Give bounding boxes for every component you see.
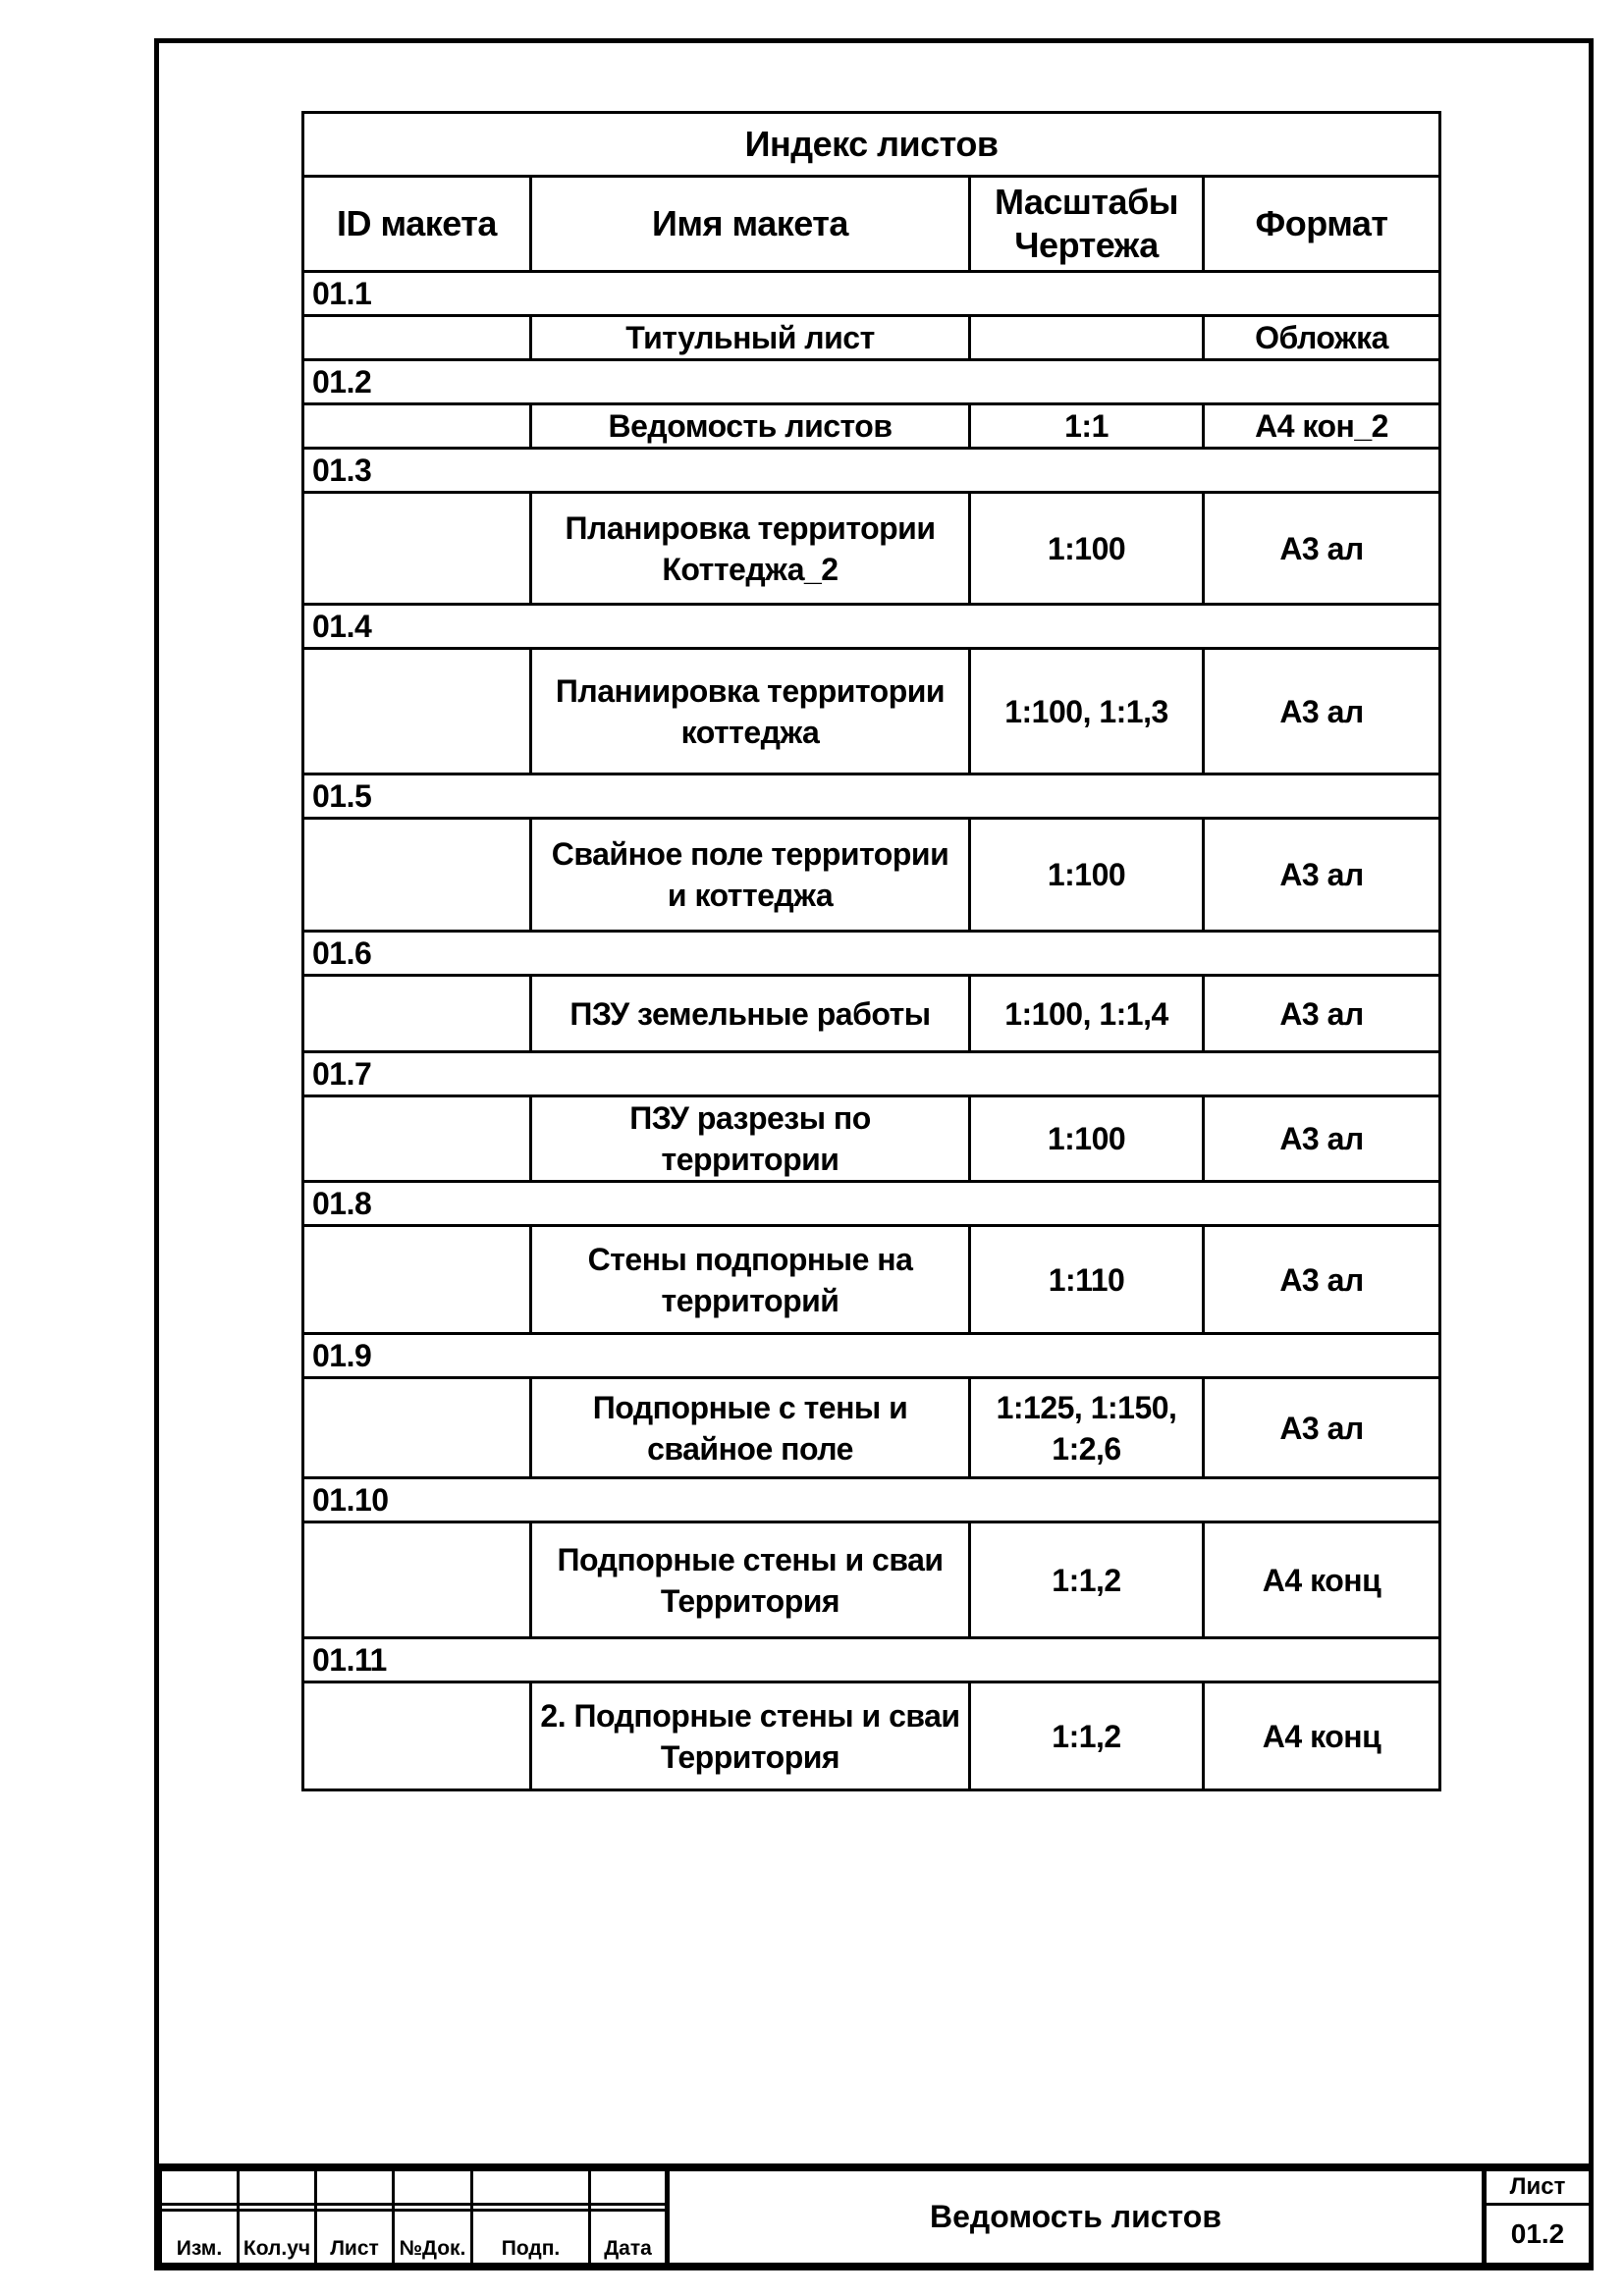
table-title: Индекс листов [303,113,1440,177]
label-doc-number: №Док. [394,2210,472,2264]
cell-empty [303,649,531,774]
sheet-label: Лист [1485,2170,1591,2205]
cell-format: А3 ал [1204,493,1440,605]
cell-format: А4 конц [1204,1522,1440,1638]
cell-empty [303,1682,531,1790]
label-date: Дата [590,2210,668,2264]
section-id: 01.5 [303,774,1440,819]
cell-empty [303,1096,531,1182]
section-id: 01.8 [303,1182,1440,1226]
cell-format: А4 кон_2 [1204,404,1440,449]
cell-format: А3 ал [1204,1378,1440,1478]
label-signature: Подп. [472,2210,590,2264]
cell-name: 2. Подпорные стены и сваи Территория [531,1682,970,1790]
label-izm: Изм. [161,2210,239,2264]
cell-scale: 1:100, 1:1,3 [970,649,1204,774]
label-list: Лист [316,2210,394,2264]
cell-scale: 1:100 [970,819,1204,932]
header-id: ID макета [303,177,531,272]
cell-scale: 1:100, 1:1,4 [970,976,1204,1052]
cell-empty [303,1378,531,1478]
cell-format: А3 ал [1204,819,1440,932]
cell-name: Планиировка территории коттеджа [531,649,970,774]
cell-format: А3 ал [1204,976,1440,1052]
section-id: 01.9 [303,1334,1440,1378]
cell-name: Титульный лист [531,316,970,360]
cell-format: А4 конц [1204,1682,1440,1790]
cell-scale: 1:1,2 [970,1522,1204,1638]
stamp-cell [239,2170,316,2205]
sheet-number: 01.2 [1485,2205,1591,2265]
cell-empty [303,493,531,605]
section-id: 01.11 [303,1638,1440,1682]
cell-name: ПЗУ разрезы по территории [531,1096,970,1182]
section-id: 01.10 [303,1478,1440,1522]
header-format: Формат [1204,177,1440,272]
cell-empty [303,1226,531,1334]
section-id: 01.3 [303,449,1440,493]
header-name: Имя макета [531,177,970,272]
header-scale: Масштабы Чертежа [970,177,1204,272]
cell-empty [303,976,531,1052]
cell-name: Подпорные с тены и свайное поле [531,1378,970,1478]
cell-scale: 1:100 [970,1096,1204,1182]
title-block [159,2163,1589,2266]
stamp-cell [394,2170,472,2205]
cell-empty [303,404,531,449]
section-id: 01.7 [303,1052,1440,1096]
section-id: 01.6 [303,932,1440,976]
cell-name: Подпорные стены и сваи Территория [531,1522,970,1638]
cell-empty [303,819,531,932]
cell-name: Свайное поле территории и коттеджа [531,819,970,932]
cell-format: А3 ал [1204,649,1440,774]
cell-scale: 1:1 [970,404,1204,449]
document-name: Ведомость листов [668,2170,1485,2265]
stamp-cell [316,2170,394,2205]
section-id: 01.4 [303,605,1440,649]
stamp-cell [472,2170,590,2205]
cell-format: А3 ал [1204,1226,1440,1334]
cell-name: Ведомость листов [531,404,970,449]
stamp-cell [161,2170,239,2205]
cell-name: ПЗУ земельные работы [531,976,970,1052]
cell-empty [303,316,531,360]
cell-name: Стены подпорные на территорий [531,1226,970,1334]
label-kol-uch: Кол.уч [239,2210,316,2264]
cell-scale: 1:125, 1:150, 1:2,6 [970,1378,1204,1478]
cell-scale: 1:100 [970,493,1204,605]
cell-format: А3 ал [1204,1096,1440,1182]
stamp-cell [590,2170,668,2205]
cell-name: Планировка территории Коттеджа_2 [531,493,970,605]
section-id: 01.1 [303,272,1440,316]
cell-scale: 1:1,2 [970,1682,1204,1790]
cell-scale [970,316,1204,360]
cell-format: Обложка [1204,316,1440,360]
cell-empty [303,1522,531,1638]
sheet-index-table [301,111,1441,1791]
cell-scale: 1:110 [970,1226,1204,1334]
section-id: 01.2 [303,360,1440,404]
